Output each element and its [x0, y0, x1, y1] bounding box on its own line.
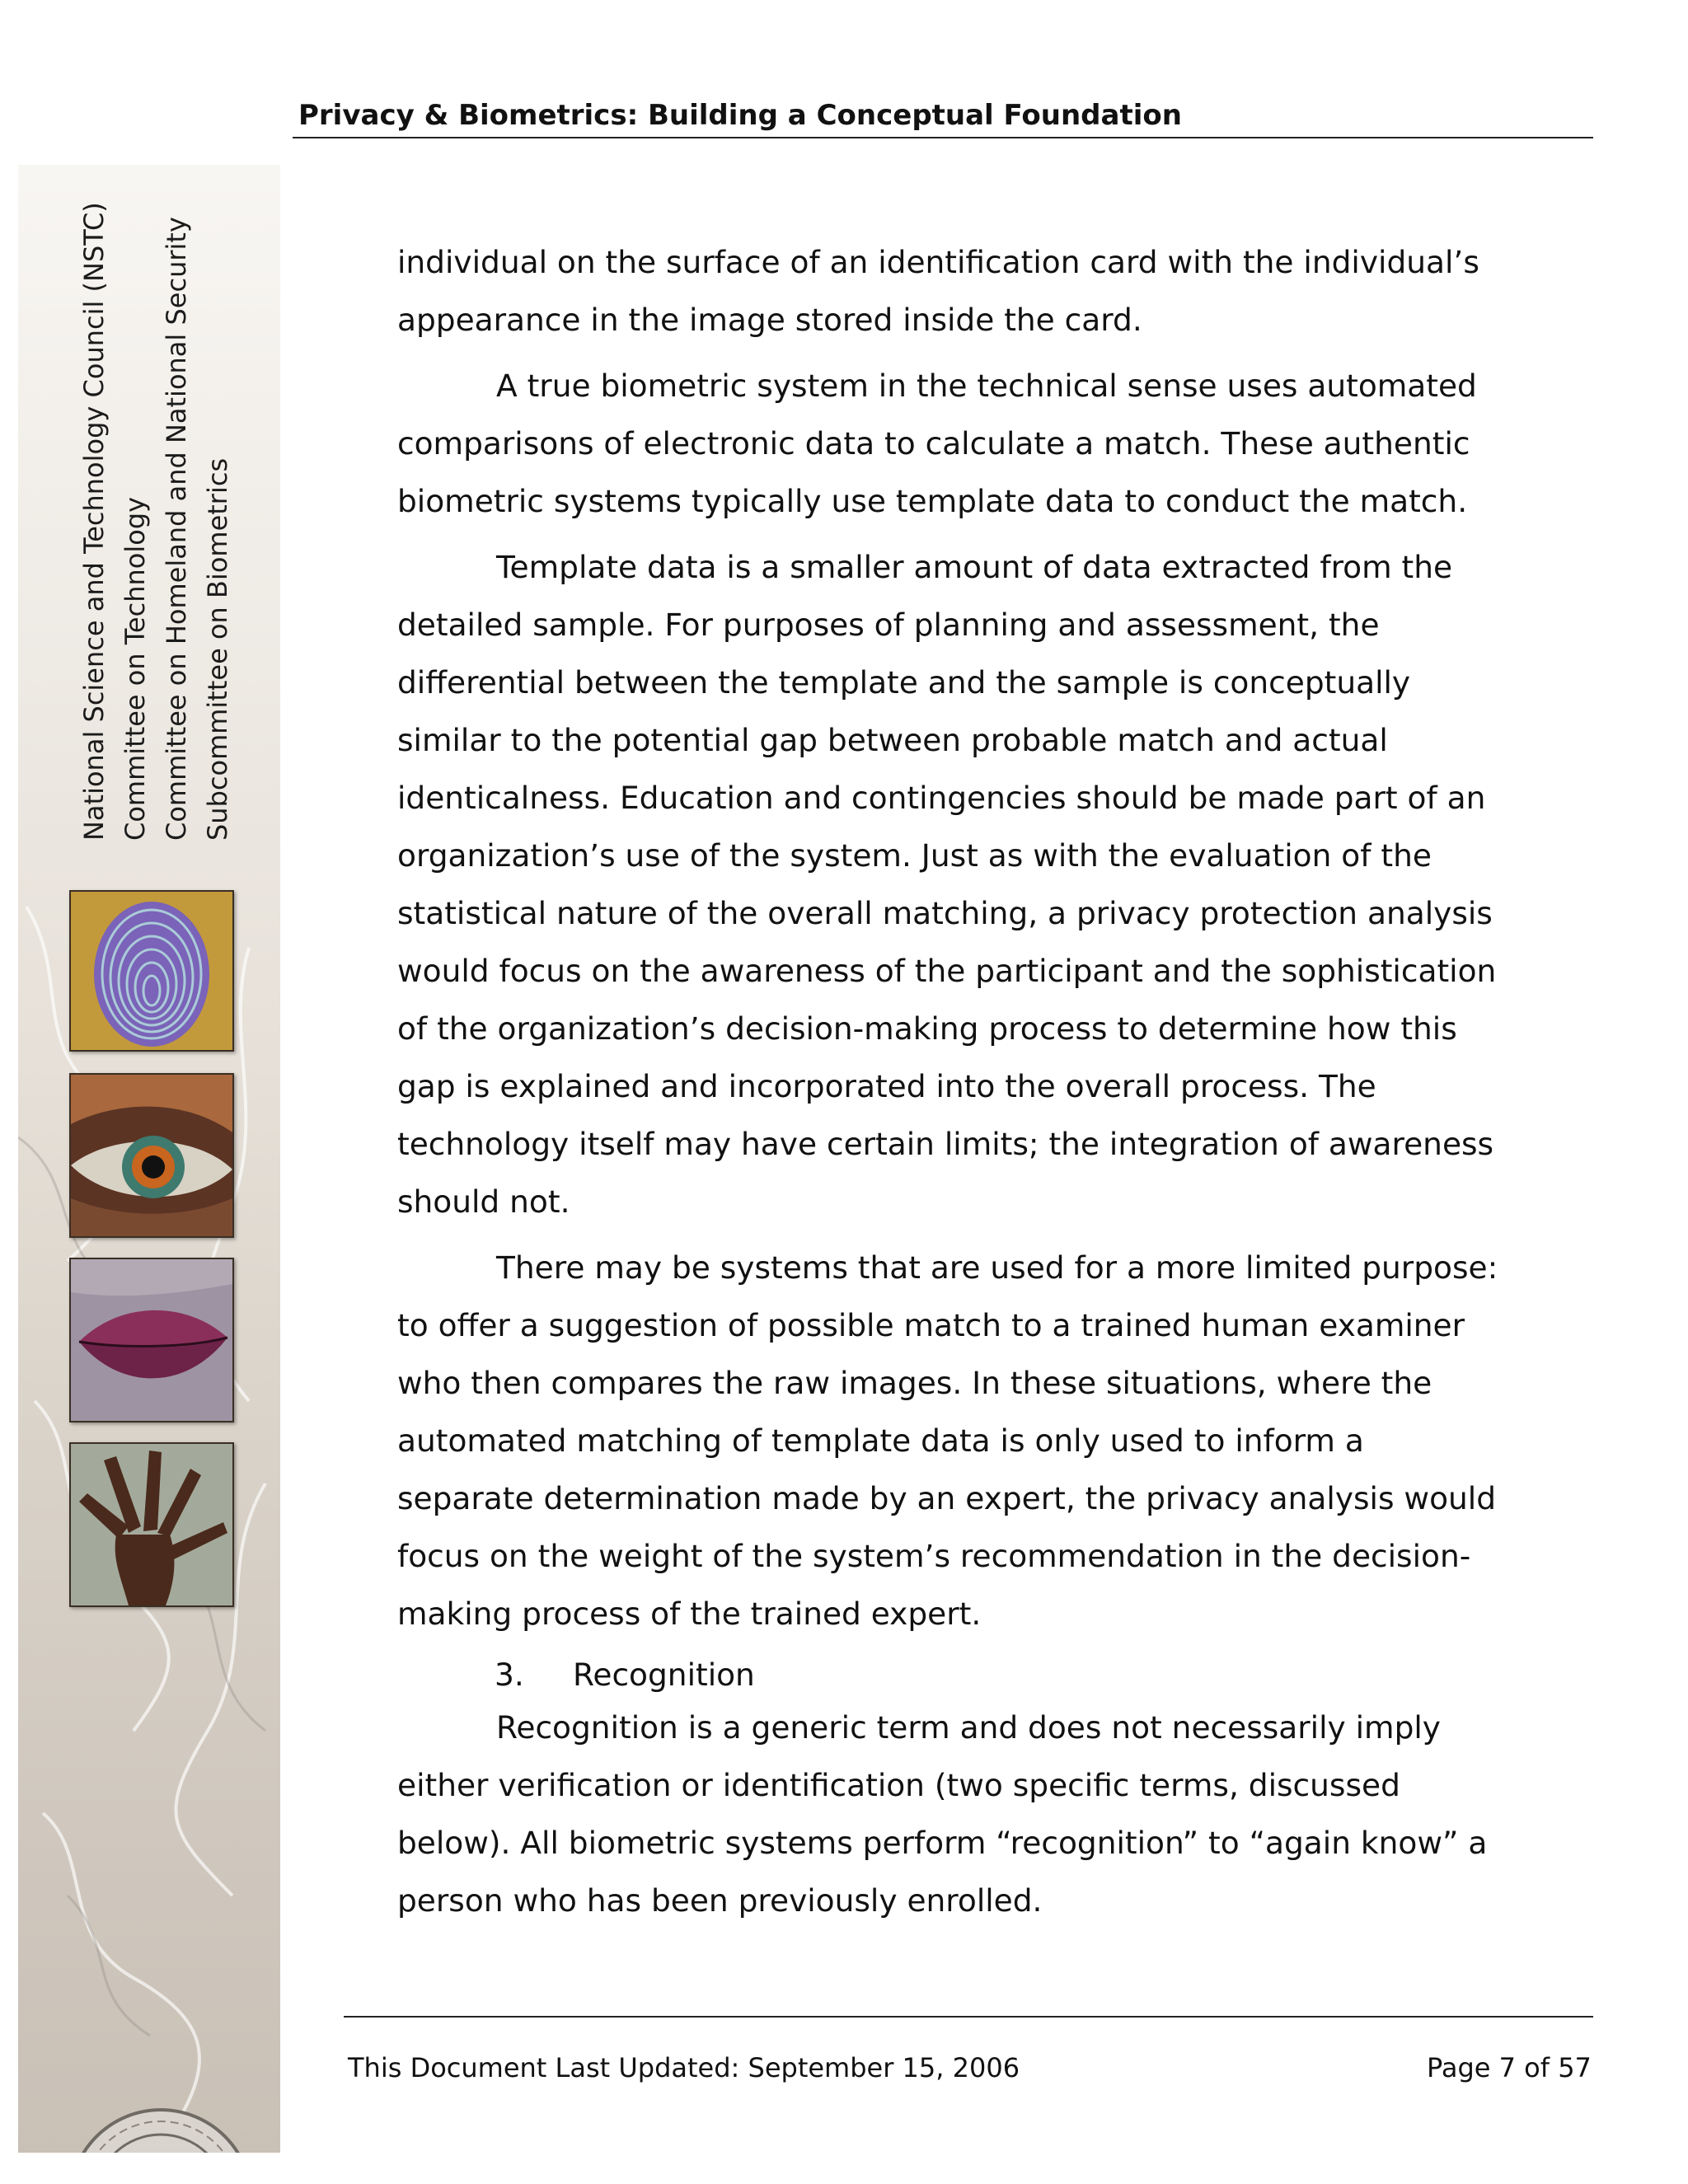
footer-rule: [344, 2016, 1593, 2018]
section-title: Recognition: [573, 1657, 755, 1693]
eye-image: [69, 1073, 234, 1238]
sidebar-line-nstc: National Science and Technology Council (NSTC): [78, 202, 110, 841]
executive-office-seal-icon: [66, 2106, 256, 2153]
body-text: [397, 233, 1502, 1938]
running-head-title: Privacy & Biometrics: Building a Conceptual Foundation: [298, 99, 1182, 132]
sidebar-line-biometrics: Subcommittee on Biometrics: [202, 457, 233, 841]
paragraph: There may be systems that are used for a more limited purpose: to offer a suggestion of possible match to a trained human examiner who then compares the raw images. In these situations, where the automated matching of template data is only used to inform a separate determination made by an expert, the privacy analysis would focus on the weight of the system’s recommendation in the decision-making process of the trained expert.: [397, 1249, 1498, 1632]
page-number: Page 7 of 57: [1427, 2052, 1592, 2083]
paragraph: Recognition is a generic term and does not necessarily imply either verification or identification (two specific terms, discussed below). All biometric systems perform “recognition” to “again know” a person who has been previously enrolled.: [397, 1709, 1488, 1919]
sidebar-line-technology: Committee on Technology: [120, 496, 151, 841]
paragraph: A true biometric system in the technical sense uses automated comparisons of electronic data to calculate a match. These authentic biometric systems typically use template data to conduct the match.: [397, 368, 1477, 519]
hand-image: [69, 1442, 234, 1607]
header-rule: [293, 137, 1593, 138]
section-number: 3.: [495, 1657, 524, 1693]
paragraph: Template data is a smaller amount of data extracted from the detailed sample. For purposes of planning and assessment, the differential between the template and the sample is conceptually similar to the potential gap between probable match and actual identicalness. Education and contingencies should be made part of an organization’s use of the system. Just as with the evaluation of the statistical nature of the overall matching, a privacy protection analysis would focus on the awareness of the participant and the sophistication of the organization’s decision-making process to determine how this gap is explained and incorporated into the overall process. The technology itself may have certain limits; the integration of awareness should not.: [397, 549, 1497, 1220]
sidebar-line-homeland: Committee on Homeland and National Security: [161, 217, 192, 841]
fingerprint-image: [69, 890, 234, 1052]
sidebar-banner: [18, 165, 280, 2153]
paragraph-continued: individual on the surface of an identification card with the individual’s appearance in the image stored inside the card.: [397, 244, 1479, 338]
lips-image: [69, 1258, 234, 1422]
section-heading: [397, 1651, 1502, 1699]
last-updated: This Document Last Updated: September 15, 2006: [348, 2052, 1020, 2083]
